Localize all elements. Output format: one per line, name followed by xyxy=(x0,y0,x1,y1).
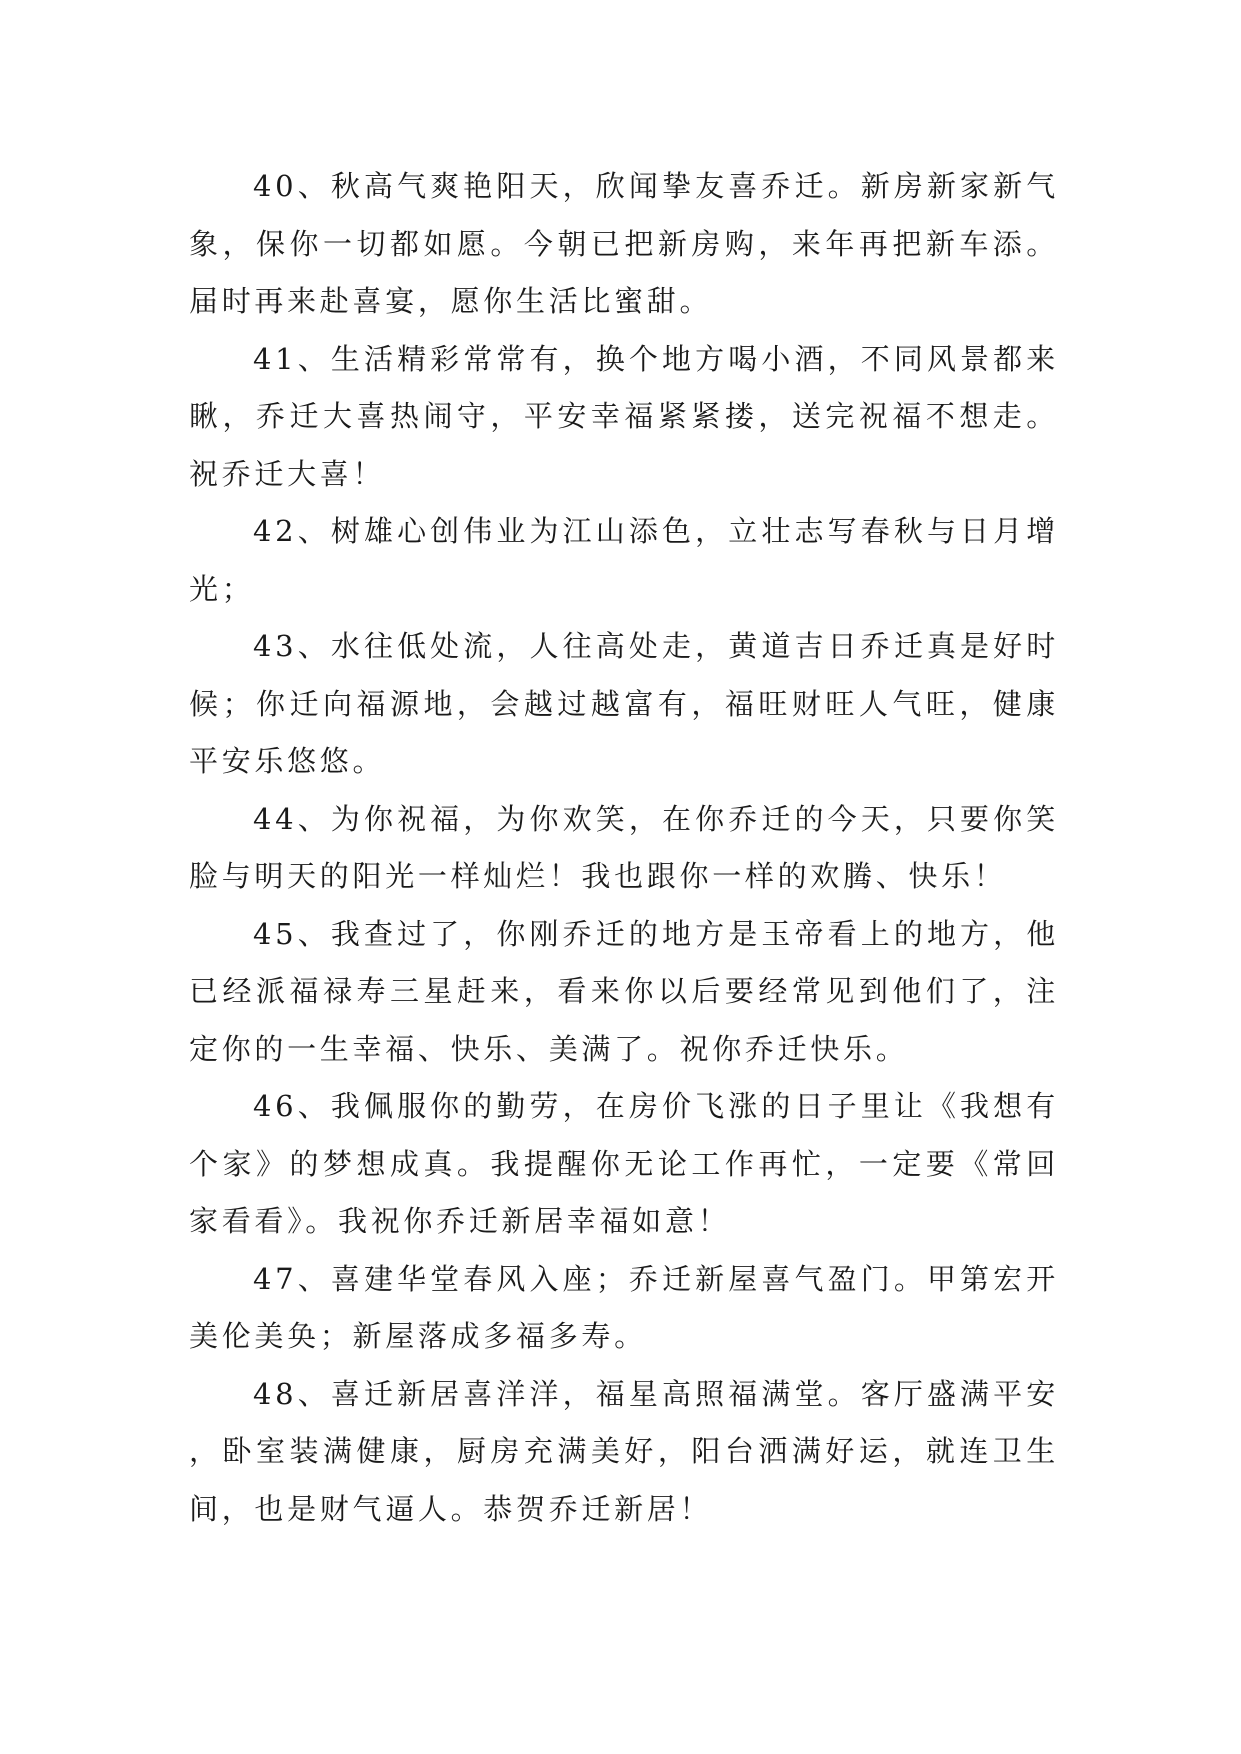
paragraph-42: 42、树雄心创伟业为江山添色，立壮志写春秋与日月增光； xyxy=(189,514,1059,606)
paragraph-43: 43、水往低处流，人往高处走，黄道吉日乔迁真是好时候；你迁向福源地，会越过越富有，福旺财旺人气旺，健康平安乐悠悠。 xyxy=(189,629,1059,778)
paragraph-47: 47、喜建华堂春风入座；乔迁新屋喜气盈门。甲第宏开美伦美奂；新屋落成多福多寿。 xyxy=(189,1261,1059,1353)
document-body xyxy=(189,158,1059,1538)
paragraph-41: 41、生活精彩常常有，换个地方喝小酒，不同风景都来瞅，乔迁大喜热闹守，平安幸福紧紧搂，送完祝福不想走。祝乔迁大喜！ xyxy=(189,341,1059,491)
paragraph-46: 46、我佩服你的勤劳，在房价飞涨的日子里让《我想有个家》的梦想成真。我提醒你无论工作再忙，一定要《常回家看看》。我祝你乔迁新居幸福如意！ xyxy=(189,1089,1059,1238)
paragraph-48: 48、喜迁新居喜洋洋，福星高照福满堂。客厅盛满平安，卧室装满健康，厨房充满美好，阳台洒满好运，就连卫生间，也是财气逼人。恭贺乔迁新居！ xyxy=(189,1376,1059,1526)
paragraph-44: 44、为你祝福，为你欢笑，在你乔迁的今天，只要你笑脸与明天的阳光一样灿烂！我也跟你一样的欢腾、快乐！ xyxy=(189,801,1059,893)
paragraph-45: 45、我查过了，你刚乔迁的地方是玉帝看上的地方，他已经派福禄寿三星赶来，看来你以后要经常见到他们了，注定你的一生幸福、快乐、美满了。祝你乔迁快乐。 xyxy=(189,916,1059,1066)
paragraph-40: 40、秋高气爽艳阳天，欣闻挚友喜乔迁。新房新家新气象，保你一切都如愿。今朝已把新房购，来年再把新车添。届时再来赴喜宴，愿你生活比蜜甜。 xyxy=(189,169,1059,318)
